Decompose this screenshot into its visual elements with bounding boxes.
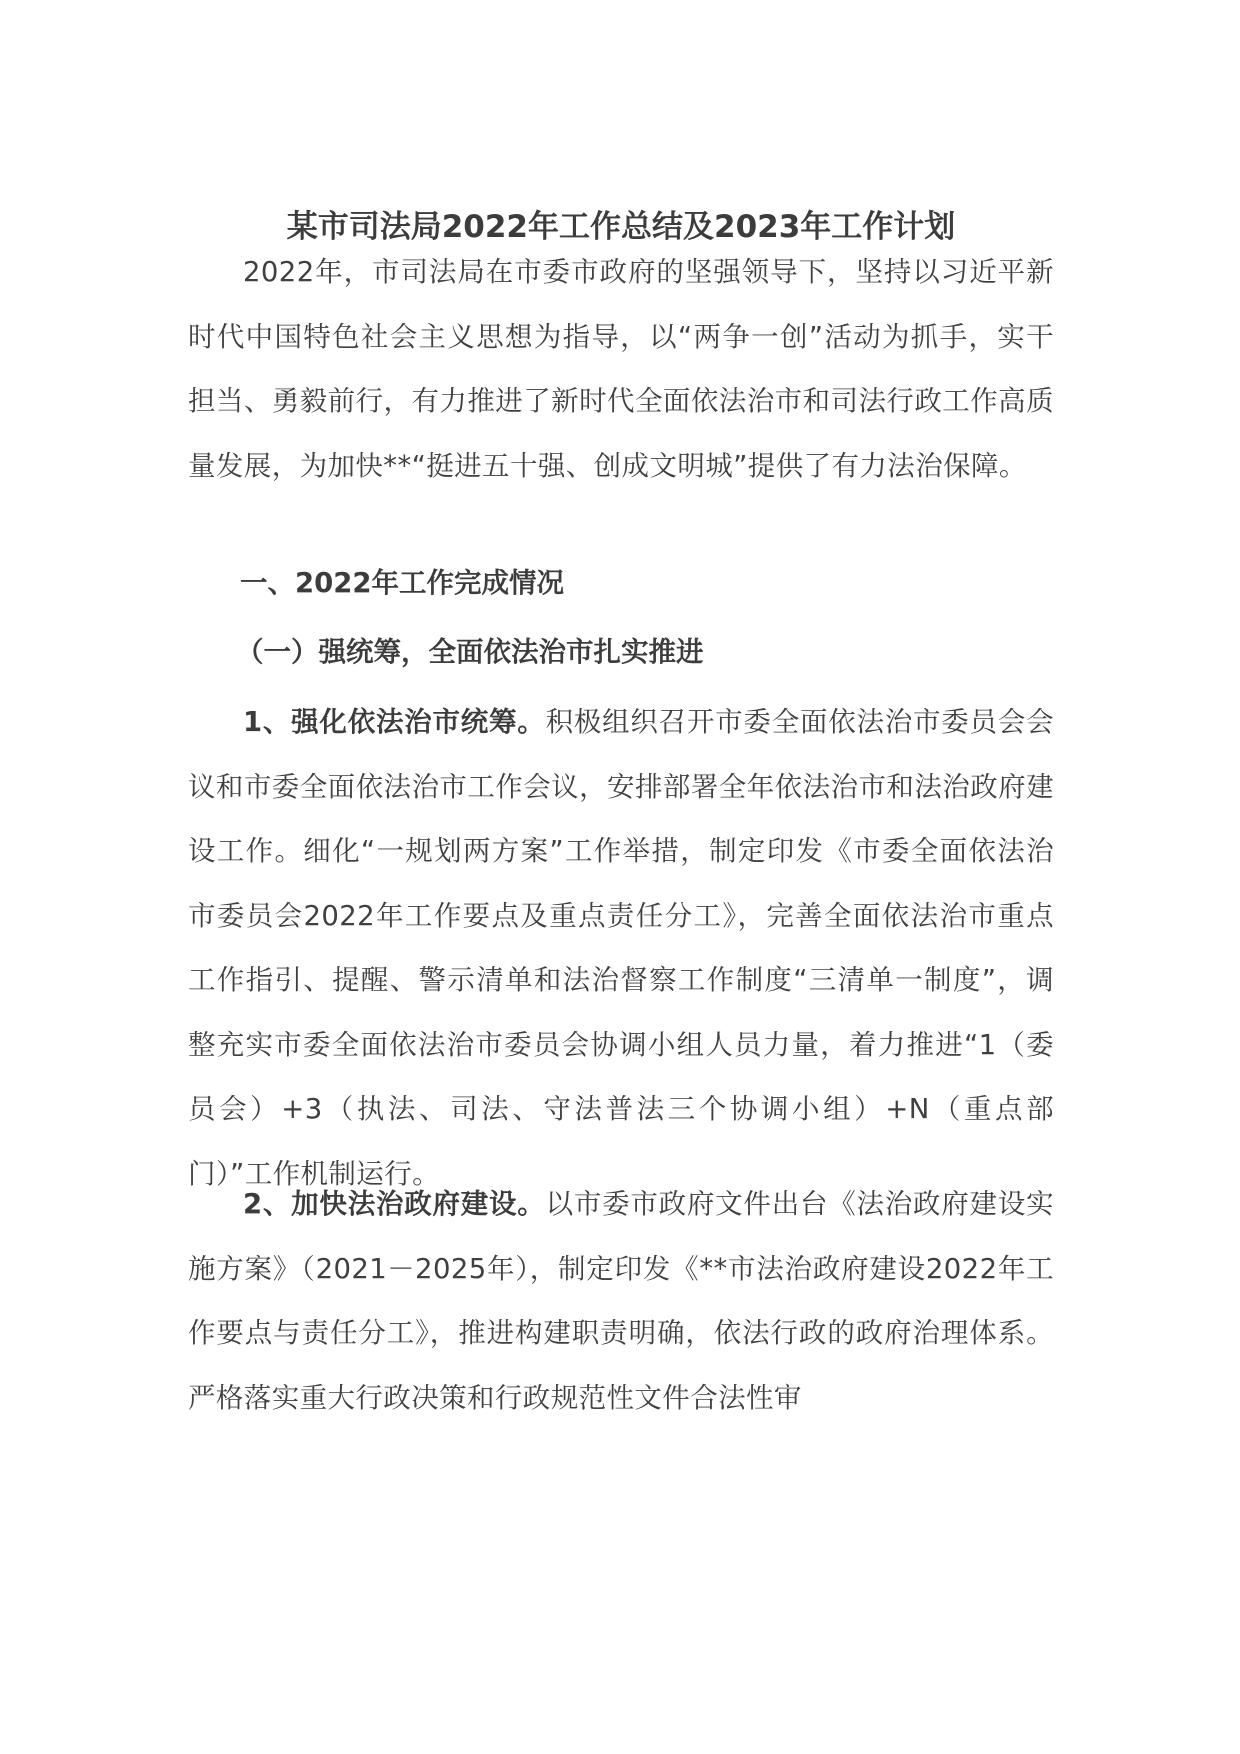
item-paragraph-1 xyxy=(188,690,1054,1206)
subsection-heading: （一）强统筹，全面依法治市扎实推进 xyxy=(236,636,704,668)
intro-paragraph: 2022年，市司法局在市委市政府的坚强领导下，坚持以习近平新时代中国特色社会主义思想为指导，以“两争一创”活动为抓手，实干担当、勇毅前行，有力推进了新时代全面依法治市和司法行政工作高质量发展，为加快**“挺进五十强、创成文明城”提供了有力法治保障。 xyxy=(188,256,1054,482)
item-body-1: 积极组织召开市委全面依法治市委员会会议和市委全面依法治市工作会议，安排部署全年依法治市和法治政府建设工作。细化“一规划两方案”工作举措，制定印发《市委全面依法治市委员会2022年工作要点及重点责任分工》，完善全面依法治市重点工作指引、提醒、警示清单和法治督察工作制度“三清单一制度”，调整充实市委全面依法治市委员会协调小组人员力量，着力推进“1（委员会）+3（执法、司法、守法普法三个协调小组）+N（重点部门）”工作机制运行。 xyxy=(188,706,1054,1190)
item-body-2: 以市委市政府文件出台《法治政府建设实施方案》（2021－2025年），制定印发《**市法治政府建设2022年工作要点与责任分工》，推进构建职责明确，依法行政的政府治理体系。严格落实重大行政决策和行政规范性文件合法性审 xyxy=(188,1188,1054,1414)
section-heading: 一、2022年工作完成情况 xyxy=(240,567,565,599)
item-paragraph-2 xyxy=(188,1172,1054,1430)
item-lead-1: 1、强化依法治市统筹。 xyxy=(243,706,546,738)
item-lead-2: 2、加快法治政府建设。 xyxy=(243,1188,546,1220)
document-title: 某市司法局2022年工作总结及2023年工作计划 xyxy=(286,209,956,245)
